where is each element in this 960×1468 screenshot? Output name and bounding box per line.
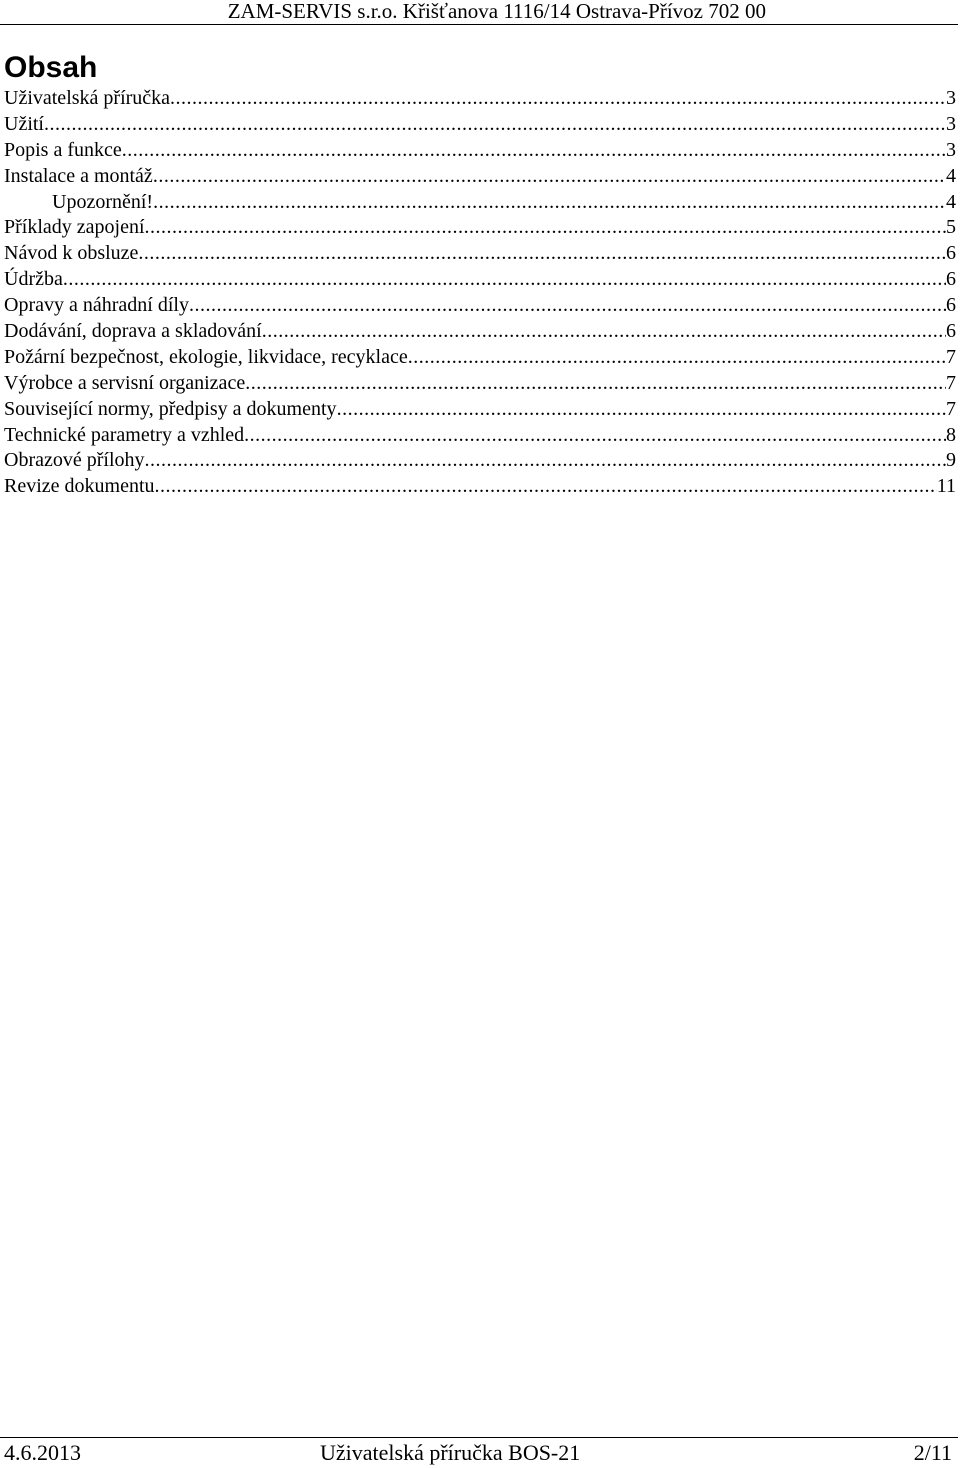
toc-entry-label: Opravy a náhradní díly <box>4 294 189 317</box>
toc-dot-leader <box>170 86 946 112</box>
toc-entry-label: Revize dokumentu <box>4 475 155 498</box>
toc-entry-page-number: 3 <box>946 138 956 161</box>
toc-entry-page-number: 6 <box>946 242 956 265</box>
toc-entry-page-number: 7 <box>946 371 956 394</box>
toc-entry[interactable] <box>4 190 956 216</box>
toc-entry-label: Návod k obsluze <box>4 242 139 265</box>
footer-document-title: Uživatelská příručka BOS-21 <box>320 1440 581 1465</box>
toc-entry-page-number: 4 <box>946 164 956 187</box>
footer-page-number: 2/11 <box>913 1440 952 1465</box>
toc-entry-label: Příklady zapojení <box>4 216 145 239</box>
toc-entry-label: Technické parametry a vzhled <box>4 423 245 446</box>
toc-dot-leader <box>408 345 946 371</box>
toc-entry-label: Obrazové přílohy <box>4 449 145 472</box>
toc-dot-leader <box>122 138 946 164</box>
toc-entry-page-number: 6 <box>946 268 956 291</box>
toc-dot-leader <box>245 371 946 397</box>
toc-entry[interactable] <box>4 293 956 319</box>
page-header <box>0 0 958 25</box>
toc-dot-leader <box>337 397 946 423</box>
toc-entry-label: Požární bezpečnost, ekologie, likvidace, recyklace <box>4 345 408 368</box>
toc-entry-label: Upozornění! <box>52 190 154 213</box>
toc-entry-page-number: 4 <box>946 190 956 213</box>
toc-entry-page-number: 5 <box>946 216 956 239</box>
toc-entry[interactable] <box>4 474 956 500</box>
toc-entry[interactable] <box>4 215 956 241</box>
toc-entry[interactable] <box>4 112 956 138</box>
toc-entry-page-number: 8 <box>946 423 956 446</box>
toc-entry[interactable] <box>4 345 956 371</box>
toc-dot-leader <box>189 293 946 319</box>
toc-dot-leader <box>63 267 946 293</box>
toc-entry-label: Související normy, předpisy a dokumenty <box>4 397 337 420</box>
toc-dot-leader <box>145 215 946 241</box>
toc-entry-page-number: 7 <box>946 397 956 420</box>
toc-entry[interactable] <box>4 423 956 449</box>
table-of-contents <box>4 86 956 500</box>
toc-entry-page-number: 6 <box>946 294 956 317</box>
toc-entry-label: Uživatelská příručka <box>4 87 171 109</box>
page-footer <box>0 1437 958 1468</box>
toc-entry-page-number: 6 <box>946 320 956 343</box>
toc-entry-label: Údržba <box>4 268 63 291</box>
toc-entry-label: Užití <box>4 112 44 135</box>
toc-dot-leader <box>244 423 946 449</box>
toc-dot-leader <box>44 112 946 138</box>
toc-entry-page-number: 11 <box>936 475 956 498</box>
toc-entry[interactable] <box>4 397 956 423</box>
toc-dot-leader <box>138 241 946 267</box>
toc-entry-page-number: 3 <box>946 112 956 135</box>
toc-entry[interactable] <box>4 371 956 397</box>
toc-entry[interactable] <box>4 241 956 267</box>
toc-entry[interactable] <box>4 267 956 293</box>
toc-entry-label: Instalace a montáž <box>4 164 153 187</box>
toc-dot-leader <box>153 164 946 190</box>
toc-entry-label: Popis a funkce <box>4 138 122 161</box>
toc-entry-label: Výrobce a servisní organizace <box>4 371 246 394</box>
footer-date: 4.6.2013 <box>4 1440 81 1465</box>
toc-dot-leader <box>153 190 946 216</box>
toc-dot-leader <box>145 448 946 474</box>
toc-dot-leader <box>262 319 946 345</box>
toc-entry[interactable] <box>4 448 956 474</box>
toc-entry-page-number: 9 <box>946 449 956 472</box>
toc-entry[interactable] <box>4 86 956 112</box>
toc-entry[interactable] <box>4 138 956 164</box>
toc-entry-page-number: 7 <box>946 345 956 368</box>
toc-title: Obsah <box>4 51 98 84</box>
toc-entry-page-number: 3 <box>946 87 956 109</box>
toc-entry-label: Dodávání, doprava a skladování <box>4 320 262 343</box>
header-company-address: ZAM-SERVIS s.r.o. Křišťanova 1116/14 Ostrava-Přívoz 702 00 <box>227 0 766 23</box>
toc-entry[interactable] <box>4 319 956 345</box>
toc-entry[interactable] <box>4 164 956 190</box>
toc-dot-leader <box>155 474 937 500</box>
